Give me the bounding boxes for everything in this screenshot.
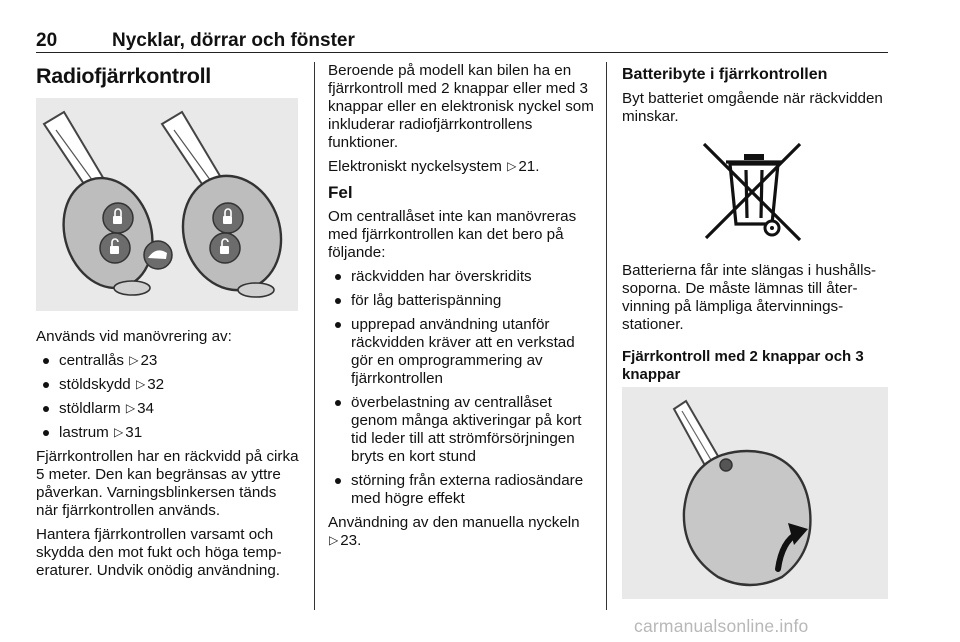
column-3-lower: [622, 262, 888, 386]
watermark: carmanualsonline.info: [634, 616, 809, 636]
list-item: lastrum ▷ 31: [36, 424, 300, 442]
list-item: överbelastning av centrallåset genom många aktiveringar på kort tid leder till att strömförsörjningen bryts en kort stund: [328, 394, 594, 466]
electronic-key-reference: Elektroniskt nyckelsystem ▷ 21.: [328, 158, 540, 175]
disposal-paragraph: Batterierna får inte slängas i hushållssoporna. De måste lämnas till återvinning på lämpliga återvinningsstationer.: [622, 262, 877, 333]
fault-intro: Om centrallåset inte kan manövreras med fjärrkontrollen kan det bero på följande:: [328, 208, 577, 261]
fault-heading: Fel: [328, 183, 353, 202]
list-item: stöldskydd ▷ 32: [36, 376, 300, 394]
model-paragraph: Beroende på modell kan bilen ha en fjärrkontroll med 2 knappar eller med 3 knappar eller en elektronisk nyckel som inkluderar radiofjärrkontrollens funktioner.: [328, 62, 594, 151]
remote-keys-illustration: [36, 98, 298, 311]
page-reference[interactable]: 23.: [340, 532, 362, 549]
fault-list: [328, 268, 594, 508]
list-item: upprepad användning utanför räckvidden kräver att en verkstad gör en omprogrammering av fjärrkontrollen: [328, 316, 594, 388]
battery-paragraph: Byt batteriet omgående när räckvidden minskar.: [622, 90, 883, 125]
chapter-title: Nycklar, dörrar och fönster: [112, 30, 355, 51]
page-reference[interactable]: 21.: [518, 158, 540, 175]
remote-keys-figure: [36, 98, 298, 311]
page-reference[interactable]: 23: [140, 352, 158, 369]
list-item: centrallås ▷ 23: [36, 352, 300, 370]
list-item: räckvidden har överskridits: [328, 268, 594, 286]
usage-list: [36, 352, 300, 442]
reference-arrow-icon: ▷: [114, 425, 124, 439]
range-paragraph: Fjärrkontrollen har en räckvidd på cirka 5 meter. Den kan begränsas av yttre påverkan. Varningsblinkersen tänds när fjärrkontrollen används.: [36, 448, 299, 519]
section-title: Radiofjärrkontroll: [36, 64, 211, 88]
list-item: för låg batterispänning: [328, 292, 594, 310]
column-divider-1: [314, 62, 315, 610]
column-divider-2: [606, 62, 607, 610]
column-2: [328, 62, 594, 556]
remote-subheading: Fjärrkontroll med 2 knappar och 3 knappar: [622, 348, 864, 383]
page-header: [36, 30, 888, 53]
crossed-bin-icon: [700, 140, 808, 244]
battery-heading: Batteribyte i fjärrkontrollen: [622, 66, 828, 83]
reference-arrow-icon: ▷: [136, 377, 146, 391]
reference-arrow-icon: ▷: [507, 159, 517, 173]
usage-intro: Används vid manövrering av:: [36, 328, 232, 345]
battery-remote-figure: [622, 387, 888, 599]
column-1: [36, 328, 300, 586]
list-item: störning från externa radiosändare med högre effekt: [328, 472, 594, 508]
care-paragraph: Hantera fjärrkontrollen varsamt och skydda den mot fukt och höga temperaturer. Undvik onödig användning.: [36, 526, 282, 579]
manual-key-reference: Användning av den manuella nyckeln ▷ 23.: [328, 514, 580, 549]
page-number: 20: [36, 30, 58, 51]
reference-arrow-icon: ▷: [329, 533, 339, 547]
page-reference[interactable]: 32: [147, 376, 165, 393]
reference-arrow-icon: ▷: [125, 401, 136, 415]
list-item: stöldlarm ▷ 34: [36, 400, 300, 418]
page-reference[interactable]: 31: [125, 424, 143, 441]
column-3: [622, 66, 888, 132]
page-reference[interactable]: 34: [137, 400, 154, 417]
reference-arrow-icon: ▷: [129, 353, 139, 367]
battery-remote-illustration: [622, 387, 888, 599]
